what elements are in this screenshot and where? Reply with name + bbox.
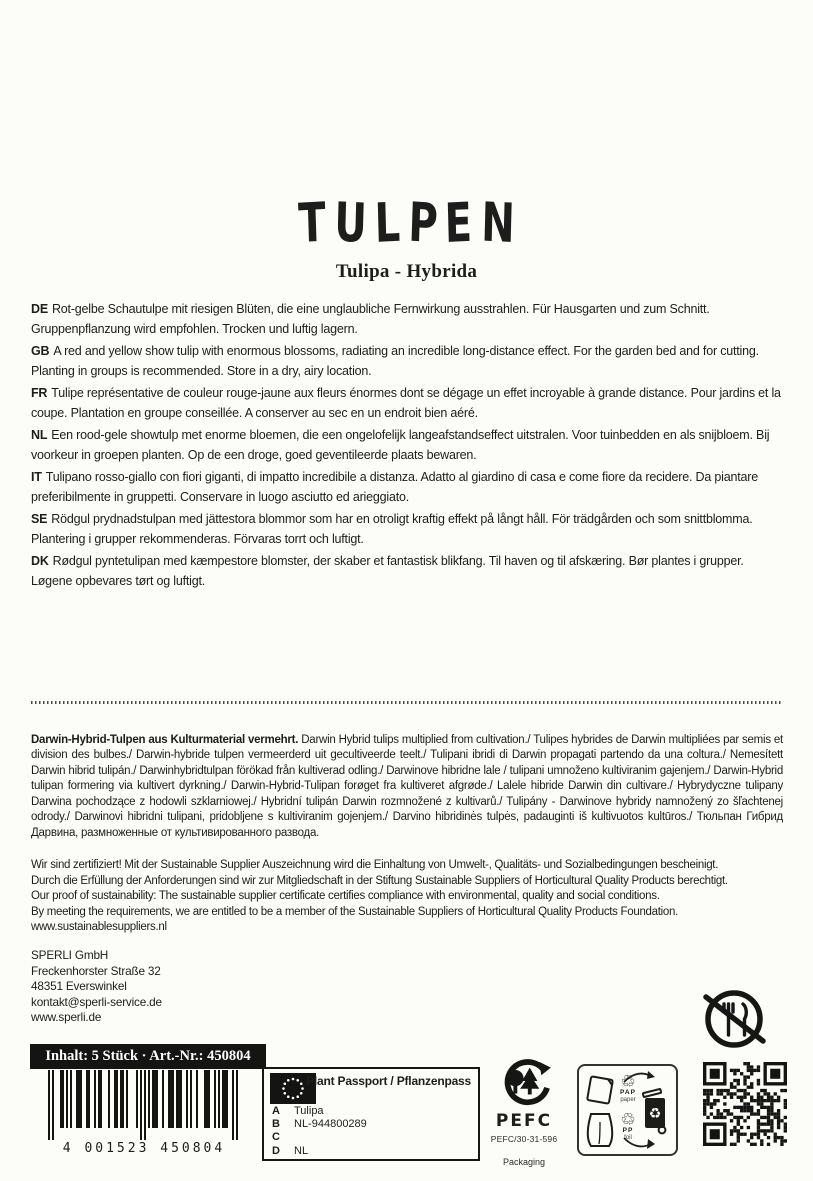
not-for-consumption-icon — [698, 984, 768, 1054]
pefc-logo-icon — [495, 1058, 553, 1106]
passport-key: D — [272, 1144, 280, 1157]
description-text: Een rood-gele showtulp met enorme bloemen, die een ongelofelijk langeafstandseffect uitstralen. Voor tuinbedden en als snijbloem. Bij voorkeur in groepen planten. Op de een droge, goed geventileerde plaats bewaren. — [31, 428, 770, 462]
passport-row-d — [272, 1145, 472, 1158]
description-text: Rot-gelbe Schautulpe mit riesigen Blüten, die eine unglaubliche Fernwirkung ausstrahlen. Für Hausgarten und zum Schnitt. Gruppenpflanzung wird empfohlen. Trocken und luftig lagern. — [31, 302, 710, 336]
certification-line: Our proof of sustainability: The sustainable supplier certificate certifies compliance with environmental, quality and social conditions. — [31, 890, 660, 902]
pefc-certification — [486, 1058, 562, 1167]
passport-row-a — [272, 1105, 472, 1118]
recycle-triangle-icon: ♲ — [620, 1110, 636, 1129]
lang-code: FR — [31, 386, 48, 400]
lang-code: DE — [31, 302, 48, 316]
certification-line: By meeting the requirements, we are entitled to be a member of the Sustainable Suppliers of Horticultural Quality Products Foundation. — [31, 905, 678, 918]
company-website: www.sperli.de — [31, 1010, 102, 1024]
material-label: paper — [620, 1096, 636, 1103]
passport-key: A — [272, 1105, 280, 1117]
material-label: foil — [624, 1134, 632, 1141]
certification-block — [31, 858, 783, 936]
cultivation-note — [31, 733, 783, 842]
lang-code: SE — [31, 512, 48, 526]
description-block — [31, 299, 783, 593]
description-dk — [31, 551, 783, 591]
certification-line: Wir sind zertifiziert! Mit der Sustainable Supplier Auszeichnung wird die Einhaltung von Umwelt-, Qualitäts- und Sozialbedingungen bescheinigt. — [31, 859, 719, 871]
lang-code: IT — [31, 470, 42, 484]
material-code: PAP — [620, 1089, 636, 1096]
pefc-name: PEFC — [495, 1111, 553, 1131]
recycling-bin-icon — [641, 1088, 671, 1136]
botanical-name: Tulipa - Hybrida — [335, 261, 478, 282]
description-text: Rödgul prydnadstulpan med jättestora blommor som har en otroligt kraftig effekt på långt håll. För trädgården och som snittblomma. Plantering i grupper rekommenderas. Förvaras torrt och luftigt. — [31, 512, 753, 546]
company-city: 48351 Everswinkel — [31, 979, 127, 993]
plant-passport-box — [262, 1067, 480, 1161]
arrow-to-bin-top-icon — [621, 1068, 657, 1084]
lang-code: DK — [31, 554, 49, 568]
ean-barcode — [34, 1070, 254, 1156]
material-code: PP — [622, 1127, 634, 1134]
description-fr — [31, 383, 783, 423]
arrow-to-bin-bottom-icon — [621, 1136, 657, 1152]
description-nl — [31, 425, 783, 465]
passport-value: NL — [294, 1144, 309, 1157]
pefc-scope: Packaging — [502, 1157, 546, 1167]
plant-passport-title: Plant Passport / Pflanzenpass — [306, 1074, 471, 1088]
certification-line: Durch die Erfüllung der Anforderungen sind wir zur Mitgliedschaft in der Stiftung Sustainable Suppliers of Horticultural Quality Products berechtigt. — [31, 874, 728, 887]
passport-value: Tulipa — [294, 1105, 324, 1117]
cultivation-note-lead: Darwin-Hybrid-Tulpen aus Kulturmaterial vermehrt. — [31, 733, 299, 746]
barcode-digits: 4 001523 450804 — [62, 1141, 226, 1156]
bag-icon — [584, 1108, 616, 1150]
sachet-icon — [584, 1072, 616, 1108]
company-address — [31, 948, 391, 1026]
description-de — [31, 299, 783, 339]
content-artnr-bar: Inhalt: 5 Stück · Art.-Nr.: 450804 — [30, 1044, 266, 1069]
packaging-recycling-box — [577, 1064, 678, 1156]
plant-passport-rows — [272, 1105, 472, 1158]
company-name: SPERLI GmbH — [31, 948, 109, 962]
description-text: Rødgul pyntetulipan med kæmpestore blomster, der skaber et fantastisk blikfang. Til haven og til afskæring. Bør plantes i grupper. Løgene opbevares tørt og luftigt. — [31, 554, 744, 588]
lang-code: GB — [31, 344, 50, 358]
qr-code — [703, 1062, 787, 1146]
passport-key: B — [272, 1118, 280, 1131]
passport-key: C — [272, 1131, 280, 1144]
description-it — [31, 467, 783, 507]
description-se — [31, 509, 783, 549]
page-title: T U L P E N — [297, 191, 516, 256]
description-text: A red and yellow show tulip with enormous blossoms, radiating an incredible long-distance effect. For the garden bed and for cutting. Planting in groups is recommended. Store in a dry, airy location. — [31, 344, 759, 378]
lang-code: NL — [31, 428, 48, 442]
svg-text:♻: ♻ — [648, 1106, 662, 1122]
certification-website: www.sustainablesuppliers.nl — [31, 921, 167, 933]
recycle-triangle-icon: ♲ — [620, 1072, 636, 1091]
perforation-line — [31, 701, 782, 704]
passport-row-b — [272, 1118, 472, 1131]
pefc-license: PEFC/30-31-596 — [490, 1134, 558, 1144]
cultivation-note-text: Darwin Hybrid tulips multiplied from cultivation./ Tulipes hybrides de Darwin multipliées par semis et division des bulbes./ Darwin-hybride tulpen vermeerderd uit gecultiveerde teelt./ Tulipani ibridi di Darwin propagati partendo da una coltura./ Nemesített Darwin hibrid tulipán./ Darwinhybridtulpan förökad från kultiverad odling./ Darwinove hibridne lale / tulipani umnoženo kultiviranim gajenjem./ Darwin-Hybrid tulipan formering via kultivert dyrkning./ Darwin-Hybrid-Tulipan forøget fra kultiveret afgrøde./ Lalele hibride Darwin din cultivare./ Hybrydyczne tulipany Darwina pochodzące z hodowli szklarniowej./ Hybridní tulipán Darwin rozmnožené z kultivarů./ Tulipány - Darwinove hybridy namnožený zo šľachtenej odrody./ Darwinovi hibridni tulipani, pridobljene s kultiviranim gojenjem./ Darvino hibridinės tulpės, padauginti iš kultivuotos kultūros./ Тюльпан Гибрид Дарвина, размноженные от культивированного развода. — [31, 733, 783, 840]
description-gb — [31, 341, 783, 381]
barcode-bars — [34, 1070, 254, 1142]
company-email: kontakt@sperli-service.de — [31, 994, 162, 1009]
passport-value: NL-944800289 — [294, 1118, 367, 1131]
description-text: Tulipano rosso-giallo con fiori giganti, di impatto incredibile a distanza. Adatto al giardino di casa e come fiore da recidere. Da piantare preferibilmente in gruppetti. Conservare in luogo asciutto ed arieggiato. — [31, 470, 758, 504]
company-street: Freckenhorster Straße 32 — [31, 963, 161, 978]
description-text: Tulipe représentative de couleur rouge-jaune aux fleurs énormes dont se dégage un effet incroyable à grande distance. Pour jardins et la coupe. Plantation en groupe conseillée. A conserver au sec en un endroit bien aéré. — [31, 386, 781, 420]
passport-row-c — [272, 1131, 472, 1144]
